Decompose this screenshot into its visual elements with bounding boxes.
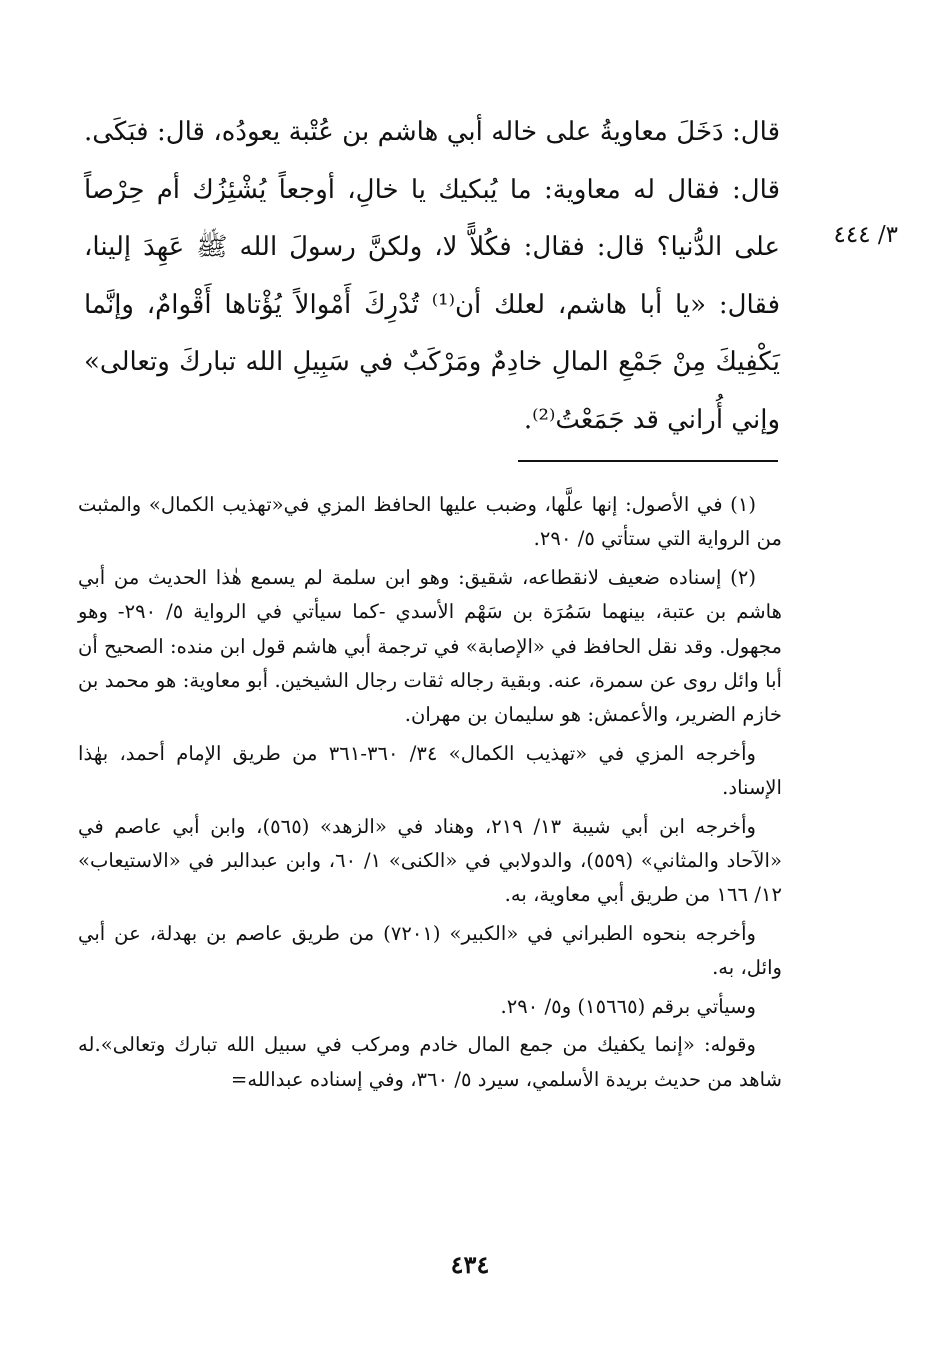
footnote-paragraph: وقوله: «إنما يكفيك من جمع المال خادم ومركب في سبيل الله تبارك وتعالى».له شاهد من حديث بريدة الأسلمي، سيرد ٥/ ٣٦٠، وفي إسناده عبدالله= <box>78 1033 782 1091</box>
main-text: قال: دَخَلَ معاويةُ على خاله أبي هاشم بن عُتْبة يعودُه، قال: فبَكَى. قال: فقال له معاوية: ما يُبكيك يا خالِ، أوجعاً يُشْئِزُك أم حِرْصاً على الدُّنيا؟ قال: فقال: فكُلاًّ لا، ولكنَّ رسولَ الله ﷺ عَهِدَ إلينا، فقال: «يا أبا هاشم، لعلك أن⁽¹⁾ تُدْرِكَ أَمْوالاً يُؤْتاها أَقْوامٌ، وإنَّما يَكْفِيكَ مِنْ جَمْعِ المالِ خادِمٌ ومَرْكَبٌ في سَبِيلِ الله تباركَ وتعالى» وإني أُراني قد جَمَعْتُ⁽²⁾. <box>84 117 780 435</box>
footnote-paragraph: وأخرجه ابن أبي شيبة ١٣/ ٢١٩، وهناد في «الزهد» (٥٦٥)، وابن أبي عاصم في «الآحاد والمثاني» (٥٥٩)، والدولابي في «الكنى» ١/ ٦٠، وابن عبدالبر في «الاستيعاب» ١٢/ ١٦٦ من طريق أبي معاوية، به. <box>78 814 782 907</box>
footnote-2: (٢) إسناده ضعيف لانقطاعه، شقيق: وهو ابن سلمة لم يسمع هٰذا الحديث من أبي هاشم بن عتبة، بينهما سَمُرَة بن سَهْم الأسدي -كما سيأتي في الرواية ٥/ ٢٩٠- وهو مجهول. وقد نقل الحافظ في «الإصابة» في ترجمة أبي هاشم قول ابن منده: الصحيح أن أبا وائل روى عن سمرة، عنه. وبقية رجاله ثقات رجال الشيخين. أبو معاوية: هو محمد بن خازم الضرير، والأعمش: هو سليمان بن مهران. <box>78 565 782 727</box>
page-number: ٤٣٤ <box>450 1250 490 1279</box>
footnote-paragraph: وسيأتي برقم (١٥٦٦٥) و٥/ ٢٩٠. <box>500 994 756 1018</box>
margin-reference: ٣/ ٤٤٤ <box>833 222 898 248</box>
footnote-paragraph: وأخرجه بنحوه الطبراني في «الكبير» (٧٢٠١) من طريق عاصم بن بهدلة، عن أبي وائل، به. <box>78 921 782 980</box>
footnote-separator <box>518 460 778 462</box>
footnote-1: (١) في الأصول: إنها علَّها، وضبب عليها الحافظ المزي في«تهذيب الكمال» والمثبت من الرواية التي ستأتي ٥/ ٢٩٠. <box>78 493 782 551</box>
footnotes <box>78 488 782 1101</box>
footnote-paragraph: وأخرجه المزي في «تهذيب الكمال» ٣٤/ ٣٦٠-٣٦١ من طريق الإمام أحمد، بهٰذا الإسناد. <box>78 741 782 800</box>
